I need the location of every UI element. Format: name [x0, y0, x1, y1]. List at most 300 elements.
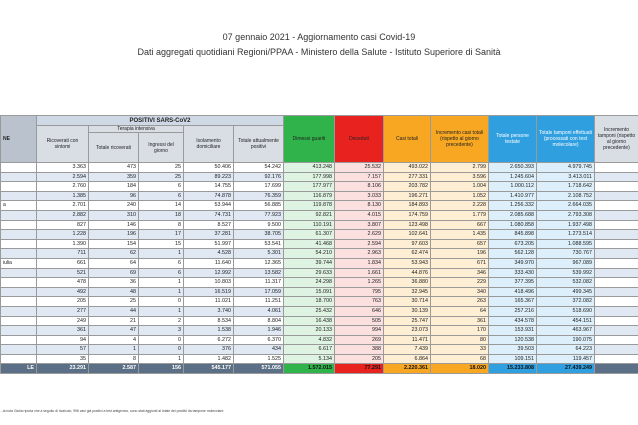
persone-testate-cell: 2.085.688 [489, 210, 537, 220]
table-row [1, 297, 638, 307]
incremento-tamponi-cell [595, 297, 638, 307]
tamponi-cell: 454.151 [537, 316, 595, 326]
tamponi-cell: 190.075 [537, 335, 595, 345]
region-cell [1, 354, 37, 364]
incremento-cell: 1.004 [431, 182, 489, 192]
ingressi-cell: 2 [139, 316, 184, 326]
ricoverati-cell: 478 [37, 278, 89, 288]
dimessi-cell: 5.134 [284, 354, 335, 364]
isolamento-cell: 50.406 [184, 163, 234, 173]
casi-totali-cell: 36.880 [384, 278, 431, 288]
region-cell [1, 172, 37, 182]
dimessi-cell: 15.091 [284, 287, 335, 297]
incremento-cell: 229 [431, 278, 489, 288]
incremento-cell: 667 [431, 220, 489, 230]
incremento-tamponi-cell [595, 249, 638, 259]
isolamento-cell: 11.021 [184, 297, 234, 307]
ricoverati-cell: 57 [37, 345, 89, 355]
total-persone-testate: 15.233.808 [489, 364, 537, 374]
ingressi-cell: 6 [139, 191, 184, 201]
casi-totali-cell: 277.331 [384, 172, 431, 182]
incremento-tamponi-cell [595, 258, 638, 268]
table-row [1, 354, 638, 364]
region-cell [1, 316, 37, 326]
tamponi-cell: 64.223 [537, 345, 595, 355]
incremento-cell: 1.435 [431, 230, 489, 240]
casi-totali-cell: 7.439 [384, 345, 431, 355]
deceduti-cell: 269 [335, 335, 384, 345]
terapia-cell: 146 [89, 220, 139, 230]
ricoverati-cell: 94 [37, 335, 89, 345]
ingressi-cell: 3 [139, 326, 184, 336]
persone-testate-cell: 562.128 [489, 249, 537, 259]
casi-totali-cell: 53.943 [384, 258, 431, 268]
terapia-cell: 48 [89, 287, 139, 297]
footnote: ...la nota Giulia riporta che a seguito di ricalcolo, 996 casi già positivi a test antigenico, sono stati aggiunti al totale dei positivi da tampone molecolare. [0, 409, 225, 413]
dimessi-cell: 25.432 [284, 306, 335, 316]
dimessi-cell: 61.307 [284, 230, 335, 240]
totale-positivi-cell: 53.541 [234, 239, 284, 249]
isolamento-cell: 37.281 [184, 230, 234, 240]
table-row [1, 335, 638, 345]
persone-testate-cell: 349.970 [489, 258, 537, 268]
table-row [1, 268, 638, 278]
isolamento-cell: 10.803 [184, 278, 234, 288]
isolamento-cell: 12.992 [184, 268, 234, 278]
total-incremento: 18.020 [431, 364, 489, 374]
table-row [1, 345, 638, 355]
casi-totali-cell: 184.893 [384, 201, 431, 211]
totale-positivi-cell: 17.699 [234, 182, 284, 192]
terapia-cell: 62 [89, 249, 139, 259]
casi-totali-cell: 25.747 [384, 316, 431, 326]
incremento-cell: 196 [431, 249, 489, 259]
region-cell [1, 191, 37, 201]
dimessi-header: Dimessi guariti [284, 116, 335, 163]
incremento-cell: 2.799 [431, 163, 489, 173]
casi-totali-cell: 97.603 [384, 239, 431, 249]
region-cell [1, 239, 37, 249]
incremento-cell: 1.052 [431, 191, 489, 201]
table-row [1, 191, 638, 201]
ricoverati-cell: 2.701 [37, 201, 89, 211]
incremento-tamponi-cell [595, 220, 638, 230]
incremento-cell: 657 [431, 239, 489, 249]
isolamento-cell: 74.878 [184, 191, 234, 201]
persone-testate-cell: 333.430 [489, 268, 537, 278]
terapia-cell: 196 [89, 230, 139, 240]
dimessi-cell: 110.191 [284, 220, 335, 230]
persone-testate-cell: 434.578 [489, 316, 537, 326]
ingressi-cell: 1 [139, 249, 184, 259]
casi-totali-cell: 196.271 [384, 191, 431, 201]
totale-positivi-cell: 1.525 [234, 354, 284, 364]
region-cell [1, 249, 37, 259]
deceduti-cell: 646 [335, 306, 384, 316]
incremento-cell: 1.779 [431, 210, 489, 220]
ingressi-cell: 6 [139, 258, 184, 268]
tamponi-cell: 1.088.595 [537, 239, 595, 249]
dimessi-cell: 20.133 [284, 326, 335, 336]
dimessi-cell: 116.879 [284, 191, 335, 201]
incremento-tamponi-cell [595, 278, 638, 288]
incremento-tamponi-cell [595, 230, 638, 240]
ingressi-cell: 6 [139, 268, 184, 278]
tamponi-cell: 1.273.514 [537, 230, 595, 240]
incremento-tamponi-cell [595, 182, 638, 192]
ingressi-cell: 17 [139, 230, 184, 240]
total-ingressi: 156 [139, 364, 184, 374]
ingressi-cell: 1 [139, 287, 184, 297]
total-deceduti: 77.291 [335, 364, 384, 374]
ingressi-cell: 25 [139, 163, 184, 173]
table-row [1, 249, 638, 259]
deceduti-cell: 7.157 [335, 172, 384, 182]
dimessi-cell: 6.617 [284, 345, 335, 355]
totals-label: LE [1, 364, 37, 374]
casi-totali-cell: 102.641 [384, 230, 431, 240]
table-row [1, 326, 638, 336]
deceduti-cell: 1.661 [335, 268, 384, 278]
terapia-cell: 359 [89, 172, 139, 182]
tamponi-cell: 518.690 [537, 306, 595, 316]
dimessi-cell: 29.633 [284, 268, 335, 278]
incremento-cell: 68 [431, 354, 489, 364]
totals-row [1, 364, 638, 374]
dimessi-cell: 16.438 [284, 316, 335, 326]
deceduti-cell: 505 [335, 316, 384, 326]
incremento-casi-header: Incremento casi totali (rispetto al giorno precedente) [431, 116, 489, 163]
region-cell [1, 278, 37, 288]
table-row [1, 287, 638, 297]
region-cell [1, 182, 37, 192]
persone-testate-cell: 845.898 [489, 230, 537, 240]
incremento-tamponi-cell [595, 191, 638, 201]
persone-testate-cell: 2.650.393 [489, 163, 537, 173]
totale-positivi-cell: 12.365 [234, 258, 284, 268]
casi-totali-cell: 30.714 [384, 297, 431, 307]
page-subtitle: Dati aggregati quotidiani Regioni/PPAA - Ministero della Salute - Istituto Superiore di Sanità [137, 47, 501, 57]
totale-positivi-cell: 54.242 [234, 163, 284, 173]
ingressi-cell: 0 [139, 335, 184, 345]
ingressi-header: Ingressi del giorno [139, 133, 184, 163]
deceduti-cell: 763 [335, 297, 384, 307]
deceduti-cell: 4.015 [335, 210, 384, 220]
persone-testate-header: Totale persone testate [489, 116, 537, 163]
ingressi-cell: 14 [139, 201, 184, 211]
dimessi-cell: 24.298 [284, 278, 335, 288]
terapia-cell: 154 [89, 239, 139, 249]
region-cell: a [1, 201, 37, 211]
persone-testate-cell: 1.080.858 [489, 220, 537, 230]
tamponi-cell: 1.937.498 [537, 220, 595, 230]
table-row [1, 182, 638, 192]
deceduti-cell: 25.532 [335, 163, 384, 173]
incremento-tamponi-cell [595, 345, 638, 355]
incremento-cell: 346 [431, 268, 489, 278]
ricoverati-header: Ricoverati con sintomi [37, 126, 89, 163]
tamponi-cell: 532.082 [537, 278, 595, 288]
dimessi-cell: 177.977 [284, 182, 335, 192]
totale-positivi-cell: 9.500 [234, 220, 284, 230]
ingressi-cell: 0 [139, 297, 184, 307]
region-header: NE [1, 116, 37, 163]
ingressi-cell: 15 [139, 239, 184, 249]
table-row [1, 306, 638, 316]
region-cell [1, 163, 37, 173]
ricoverati-cell: 277 [37, 306, 89, 316]
incremento-cell: 64 [431, 306, 489, 316]
casi-totali-cell: 23.073 [384, 326, 431, 336]
persone-testate-cell: 1.000.112 [489, 182, 537, 192]
terapia-cell: 69 [89, 268, 139, 278]
isolamento-header: Isolamento domiciliare [184, 126, 234, 163]
ingressi-cell: 18 [139, 210, 184, 220]
incremento-cell: 671 [431, 258, 489, 268]
table-row [1, 258, 638, 268]
ingressi-cell: 1 [139, 278, 184, 288]
covid-data-table-wrap [0, 115, 638, 383]
totale-ricoverati-header: Totale ricoverati [89, 133, 139, 163]
total-ricoverati: 23.291 [37, 364, 89, 374]
deceduti-cell: 8.106 [335, 182, 384, 192]
dimessi-cell: 18.700 [284, 297, 335, 307]
deceduti-cell: 1.265 [335, 278, 384, 288]
totale-positivi-cell: 4.061 [234, 306, 284, 316]
isolamento-cell: 3.740 [184, 306, 234, 316]
incremento-tamponi-cell [595, 163, 638, 173]
terapia-group-header: Terapia intensiva [89, 126, 184, 133]
deceduti-cell: 2.594 [335, 239, 384, 249]
isolamento-cell: 1.538 [184, 326, 234, 336]
table-row [1, 210, 638, 220]
totale-positivi-cell: 77.923 [234, 210, 284, 220]
deceduti-cell: 3.807 [335, 220, 384, 230]
total-terapia: 2.587 [89, 364, 139, 374]
ingressi-cell: 8 [139, 220, 184, 230]
casi-totali-cell: 493.022 [384, 163, 431, 173]
page-title: 07 gennaio 2021 - Aggiornamento casi Covid-19 [222, 32, 416, 42]
terapia-cell: 473 [89, 163, 139, 173]
isolamento-cell: 89.223 [184, 172, 234, 182]
casi-totali-header: Casi totali [384, 116, 431, 163]
tamponi-cell: 119.457 [537, 354, 595, 364]
tamponi-cell: 4.979.745 [537, 163, 595, 173]
table-row [1, 230, 638, 240]
isolamento-cell: 4.528 [184, 249, 234, 259]
ricoverati-cell: 2.882 [37, 210, 89, 220]
total-tamponi: 27.439.249 [537, 364, 595, 374]
table-row [1, 201, 638, 211]
ricoverati-cell: 249 [37, 316, 89, 326]
dimessi-cell: 4.832 [284, 335, 335, 345]
incremento-cell: 361 [431, 316, 489, 326]
isolamento-cell: 1.482 [184, 354, 234, 364]
isolamento-cell: 8.527 [184, 220, 234, 230]
casi-totali-cell: 44.876 [384, 268, 431, 278]
isolamento-cell: 51.997 [184, 239, 234, 249]
deceduti-cell: 388 [335, 345, 384, 355]
ricoverati-cell: 827 [37, 220, 89, 230]
total-casi: 2.220.361 [384, 364, 431, 374]
dimessi-cell: 41.468 [284, 239, 335, 249]
ingressi-cell: 1 [139, 354, 184, 364]
incremento-cell: 80 [431, 335, 489, 345]
incremento-cell: 170 [431, 326, 489, 336]
total-positivi: 571.055 [234, 364, 284, 374]
terapia-cell: 184 [89, 182, 139, 192]
dimessi-cell: 39.744 [284, 258, 335, 268]
ricoverati-cell: 1.228 [37, 230, 89, 240]
region-cell [1, 345, 37, 355]
incremento-tamponi-cell [595, 172, 638, 182]
persone-testate-cell: 1.256.332 [489, 201, 537, 211]
totale-positivi-cell: 92.176 [234, 172, 284, 182]
casi-totali-cell: 174.759 [384, 210, 431, 220]
persone-testate-cell: 165.367 [489, 297, 537, 307]
casi-totali-cell: 203.782 [384, 182, 431, 192]
incremento-tamponi-cell [595, 326, 638, 336]
incremento-cell: 340 [431, 287, 489, 297]
table-row [1, 316, 638, 326]
incremento-tamponi-cell [595, 210, 638, 220]
ricoverati-cell: 711 [37, 249, 89, 259]
incremento-tamponi-cell [595, 335, 638, 345]
region-cell [1, 230, 37, 240]
totale-positivi-cell: 76.359 [234, 191, 284, 201]
deceduti-header: Deceduti [335, 116, 384, 163]
terapia-cell: 1 [89, 345, 139, 355]
terapia-cell: 36 [89, 278, 139, 288]
casi-totali-cell: 30.139 [384, 306, 431, 316]
incremento-tamponi-cell [595, 287, 638, 297]
tamponi-cell: 967.089 [537, 258, 595, 268]
isolamento-cell: 53.944 [184, 201, 234, 211]
persone-testate-cell: 418.496 [489, 287, 537, 297]
terapia-cell: 64 [89, 258, 139, 268]
deceduti-cell: 3.033 [335, 191, 384, 201]
incremento-cell: 33 [431, 345, 489, 355]
ricoverati-cell: 205 [37, 297, 89, 307]
ingressi-cell: 6 [139, 182, 184, 192]
incremento-tamponi-cell [595, 354, 638, 364]
totale-positivi-cell: 56.885 [234, 201, 284, 211]
isolamento-cell: 11.640 [184, 258, 234, 268]
persone-testate-cell: 1.245.604 [489, 172, 537, 182]
ricoverati-cell: 521 [37, 268, 89, 278]
tamponi-cell: 2.108.752 [537, 191, 595, 201]
region-cell [1, 335, 37, 345]
dimessi-cell: 92.821 [284, 210, 335, 220]
ricoverati-cell: 361 [37, 326, 89, 336]
deceduti-cell: 795 [335, 287, 384, 297]
incremento-tamponi-cell [595, 268, 638, 278]
table-row [1, 172, 638, 182]
deceduti-cell: 994 [335, 326, 384, 336]
region-cell: iulia [1, 258, 37, 268]
totale-positivi-cell: 8.804 [234, 316, 284, 326]
persone-testate-cell: 109.151 [489, 354, 537, 364]
table-body [1, 163, 638, 364]
tamponi-cell: 2.664.035 [537, 201, 595, 211]
deceduti-cell: 1.834 [335, 258, 384, 268]
isolamento-cell: 14.755 [184, 182, 234, 192]
terapia-cell: 240 [89, 201, 139, 211]
covid-data-table [0, 115, 638, 374]
terapia-cell: 47 [89, 326, 139, 336]
casi-totali-cell: 11.471 [384, 335, 431, 345]
table-row [1, 163, 638, 173]
persone-testate-cell: 120.538 [489, 335, 537, 345]
deceduti-cell: 205 [335, 354, 384, 364]
totale-positivi-cell: 11.251 [234, 297, 284, 307]
terapia-cell: 4 [89, 335, 139, 345]
isolamento-cell: 8.534 [184, 316, 234, 326]
persone-testate-cell: 153.931 [489, 326, 537, 336]
terapia-cell: 8 [89, 354, 139, 364]
ricoverati-cell: 492 [37, 287, 89, 297]
totale-positivi-cell: 38.705 [234, 230, 284, 240]
ricoverati-cell: 3.363 [37, 163, 89, 173]
tamponi-cell: 539.992 [537, 268, 595, 278]
total-dimessi: 1.572.015 [284, 364, 335, 374]
tamponi-cell: 499.345 [537, 287, 595, 297]
ricoverati-cell: 2.760 [37, 182, 89, 192]
tamponi-cell: 3.413.011 [537, 172, 595, 182]
incremento-tamponi-cell [595, 306, 638, 316]
incremento-tamponi-header: Incremento tamponi (rispetto al giorno precedente) [595, 116, 638, 163]
casi-totali-cell: 123.498 [384, 220, 431, 230]
region-cell [1, 287, 37, 297]
totale-positivi-cell: 1.946 [234, 326, 284, 336]
totale-positivi-cell: 6.370 [234, 335, 284, 345]
incremento-cell: 263 [431, 297, 489, 307]
total-isolamento: 545.177 [184, 364, 234, 374]
table-row [1, 278, 638, 288]
totale-positivi-cell: 13.582 [234, 268, 284, 278]
casi-totali-cell: 32.945 [384, 287, 431, 297]
incremento-tamponi-cell [595, 201, 638, 211]
casi-totali-cell: 62.474 [384, 249, 431, 259]
region-cell [1, 326, 37, 336]
ricoverati-cell: 1.385 [37, 191, 89, 201]
region-cell [1, 306, 37, 316]
terapia-cell: 25 [89, 297, 139, 307]
terapia-cell: 21 [89, 316, 139, 326]
terapia-cell: 96 [89, 191, 139, 201]
ricoverati-cell: 35 [37, 354, 89, 364]
totale-positivi-cell: 5.301 [234, 249, 284, 259]
totale-positivi-cell: 17.059 [234, 287, 284, 297]
dimessi-cell: 119.878 [284, 201, 335, 211]
ingressi-cell: 25 [139, 172, 184, 182]
positivi-group-header: POSITIVI SARS-CoV2 [37, 116, 284, 126]
ricoverati-cell: 661 [37, 258, 89, 268]
table-row [1, 239, 638, 249]
totale-positivi-cell: 11.317 [234, 278, 284, 288]
table-row [1, 220, 638, 230]
tamponi-cell: 2.793.308 [537, 210, 595, 220]
region-cell [1, 220, 37, 230]
persone-testate-cell: 39.503 [489, 345, 537, 355]
deceduti-cell: 2.629 [335, 230, 384, 240]
terapia-cell: 310 [89, 210, 139, 220]
region-cell [1, 268, 37, 278]
tamponi-cell: 372.082 [537, 297, 595, 307]
total-incremento-tamponi [595, 364, 638, 374]
persone-testate-cell: 1.410.977 [489, 191, 537, 201]
isolamento-cell: 376 [184, 345, 234, 355]
